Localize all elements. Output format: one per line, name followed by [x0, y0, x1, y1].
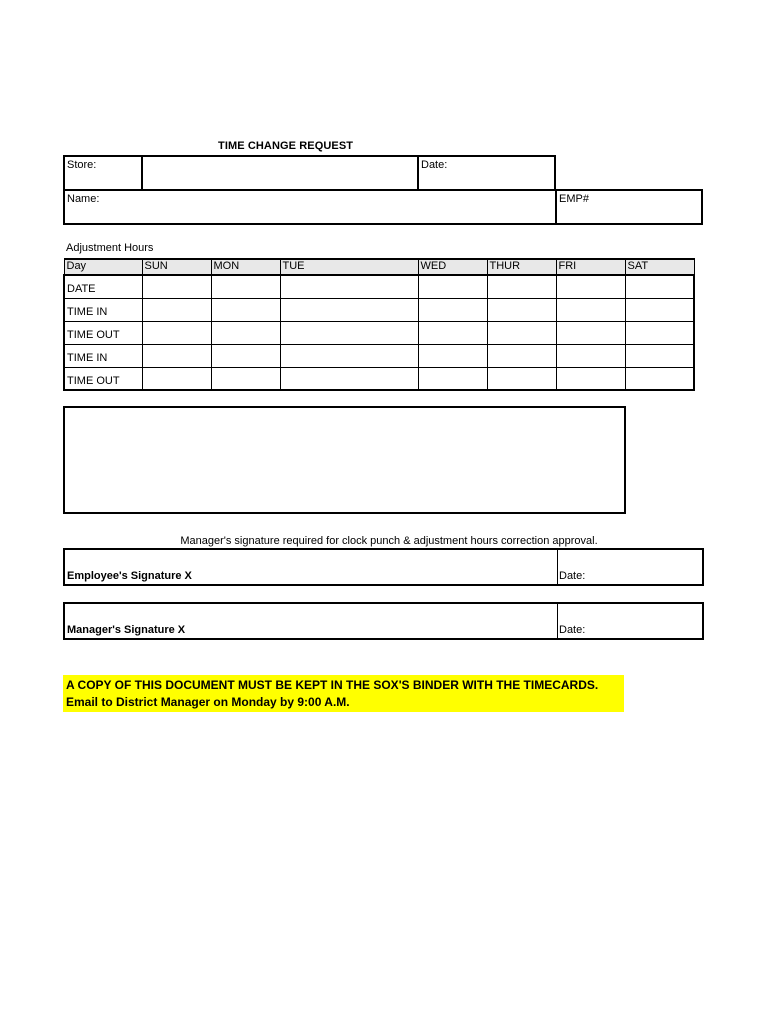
form-title: TIME CHANGE REQUEST	[218, 140, 354, 152]
adjustment-hours-grid	[63, 258, 695, 391]
notice-line-1: A COPY OF THIS DOCUMENT MUST BE KEPT IN THE SOX'S BINDER WITH THE TIMECARDS.	[66, 678, 599, 692]
grid-cell[interactable]	[625, 367, 694, 390]
table-row	[64, 298, 694, 321]
table-row	[64, 367, 694, 390]
emp-number-field[interactable]	[555, 189, 703, 225]
grid-cell[interactable]	[418, 367, 487, 390]
grid-cell[interactable]	[211, 344, 280, 367]
grid-cell[interactable]	[556, 321, 625, 344]
grid-cell[interactable]	[142, 321, 211, 344]
grid-cell[interactable]	[280, 275, 418, 298]
grid-cell[interactable]	[280, 321, 418, 344]
comments-box[interactable]	[63, 406, 626, 514]
grid-header-tue: TUE	[280, 259, 418, 275]
table-row	[64, 275, 694, 298]
notice-line-2: Email to District Manager on Monday by 9:00 A.M.	[66, 695, 350, 709]
grid-cell[interactable]	[280, 344, 418, 367]
grid-header-row	[64, 259, 694, 275]
row-label-time-in: TIME IN	[64, 298, 142, 321]
employee-date-label: Date:	[559, 570, 586, 582]
grid-cell[interactable]	[487, 321, 556, 344]
grid-cell[interactable]	[556, 275, 625, 298]
signature-divider	[557, 550, 558, 584]
grid-header-sat: SAT	[625, 259, 694, 275]
manager-date-label: Date:	[559, 624, 586, 636]
grid-cell[interactable]	[142, 367, 211, 390]
grid-cell[interactable]	[556, 367, 625, 390]
grid-cell[interactable]	[211, 321, 280, 344]
grid-header-fri: FRI	[556, 259, 625, 275]
grid-cell[interactable]	[142, 344, 211, 367]
grid-cell[interactable]	[487, 275, 556, 298]
grid-cell[interactable]	[625, 275, 694, 298]
grid-cell[interactable]	[625, 298, 694, 321]
name-label: Name:	[67, 193, 100, 205]
grid-cell[interactable]	[418, 321, 487, 344]
grid-cell[interactable]	[556, 298, 625, 321]
name-field[interactable]	[63, 189, 557, 225]
signature-divider	[557, 604, 558, 638]
grid-cell[interactable]	[142, 298, 211, 321]
grid-cell[interactable]	[211, 298, 280, 321]
store-label: Store:	[67, 159, 97, 171]
table-row	[64, 344, 694, 367]
grid-cell[interactable]	[418, 344, 487, 367]
grid-cell[interactable]	[556, 344, 625, 367]
grid-cell[interactable]	[418, 298, 487, 321]
grid-cell[interactable]	[418, 275, 487, 298]
row-label-date: DATE	[64, 275, 142, 298]
store-value-field[interactable]	[141, 155, 419, 191]
manager-signature-label: Manager's Signature X	[67, 624, 186, 636]
employee-signature-box[interactable]	[63, 548, 704, 586]
approval-note: Manager's signature required for clock punch & adjustment hours correction approval.	[180, 535, 598, 547]
employee-signature-label: Employee's Signature X	[67, 570, 192, 582]
grid-header-thur: THUR	[487, 259, 556, 275]
grid-cell[interactable]	[280, 367, 418, 390]
grid-cell[interactable]	[142, 275, 211, 298]
emp-label: EMP#	[559, 193, 589, 205]
row-label-time-out-2: TIME OUT	[64, 367, 142, 390]
grid-cell[interactable]	[487, 344, 556, 367]
row-label-time-out: TIME OUT	[64, 321, 142, 344]
grid-header-day: Day	[64, 259, 142, 275]
table-row	[64, 321, 694, 344]
grid-cell[interactable]	[211, 275, 280, 298]
manager-signature-box[interactable]	[63, 602, 704, 640]
sox-notice	[63, 675, 624, 712]
date-label: Date:	[421, 159, 448, 171]
grid-cell[interactable]	[487, 367, 556, 390]
grid-header-mon: MON	[211, 259, 280, 275]
adjustment-hours-label: Adjustment Hours	[66, 242, 154, 254]
grid-cell[interactable]	[280, 298, 418, 321]
grid-cell[interactable]	[211, 367, 280, 390]
grid-header-sun: SUN	[142, 259, 211, 275]
row-label-time-in-2: TIME IN	[64, 344, 142, 367]
grid-cell[interactable]	[625, 344, 694, 367]
store-field[interactable]	[63, 155, 143, 191]
grid-header-wed: WED	[418, 259, 487, 275]
grid-cell[interactable]	[625, 321, 694, 344]
date-field[interactable]	[417, 155, 556, 191]
grid-cell[interactable]	[487, 298, 556, 321]
